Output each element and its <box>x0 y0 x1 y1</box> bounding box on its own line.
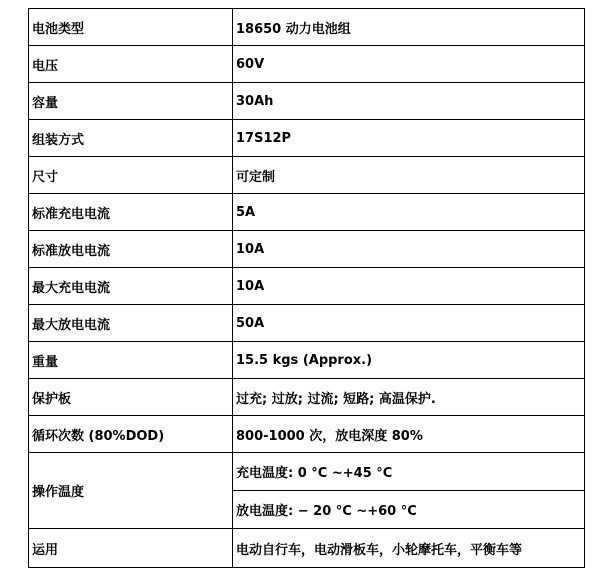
table-row <box>29 9 585 46</box>
table-row <box>29 268 585 305</box>
row-label: 标准放电电流 <box>29 231 233 268</box>
table-row <box>29 231 585 268</box>
row-label: 电池类型 <box>29 9 233 46</box>
row-label: 组装方式 <box>29 120 233 157</box>
charge-temperature-value: 充电温度: 0 °C ~+45 °C <box>233 453 585 491</box>
table-row <box>29 342 585 379</box>
table-row <box>29 194 585 231</box>
row-value: 18650 动力电池组 <box>233 9 585 46</box>
table-row <box>29 529 585 568</box>
row-value: 过充; 过放; 过流; 短路; 高温保护. <box>233 379 585 416</box>
table-row <box>29 416 585 453</box>
operating-temperature-label: 操作温度 <box>29 453 233 529</box>
application-value: 电动自行车，电动滑板车，小轮摩托车，平衡车等 <box>233 529 585 568</box>
row-value: 可定制 <box>233 157 585 194</box>
row-label: 容量 <box>29 83 233 120</box>
row-label: 电压 <box>29 46 233 83</box>
table-row-temperature <box>29 453 585 491</box>
row-label: 循环次数 (80%DOD) <box>29 416 233 453</box>
row-label: 最大充电电流 <box>29 268 233 305</box>
row-value: 15.5 kgs (Approx.) <box>233 342 585 379</box>
row-value: 60V <box>233 46 585 83</box>
discharge-temperature-value: 放电温度: − 20 °C ~+60 °C <box>233 491 585 529</box>
row-value: 17S12P <box>233 120 585 157</box>
row-value: 800-1000 次，放电深度 80% <box>233 416 585 453</box>
table-row <box>29 83 585 120</box>
table-row <box>29 120 585 157</box>
spec-table <box>28 8 585 568</box>
row-label: 重量 <box>29 342 233 379</box>
application-label: 运用 <box>29 529 233 568</box>
table-row <box>29 379 585 416</box>
row-label: 标准充电电流 <box>29 194 233 231</box>
row-label: 最大放电电流 <box>29 305 233 342</box>
row-label: 保护板 <box>29 379 233 416</box>
row-value: 30Ah <box>233 83 585 120</box>
row-label: 尺寸 <box>29 157 233 194</box>
row-value: 5A <box>233 194 585 231</box>
table-row <box>29 157 585 194</box>
row-value: 50A <box>233 305 585 342</box>
table-row <box>29 305 585 342</box>
row-value: 10A <box>233 231 585 268</box>
table-row <box>29 46 585 83</box>
row-value: 10A <box>233 268 585 305</box>
